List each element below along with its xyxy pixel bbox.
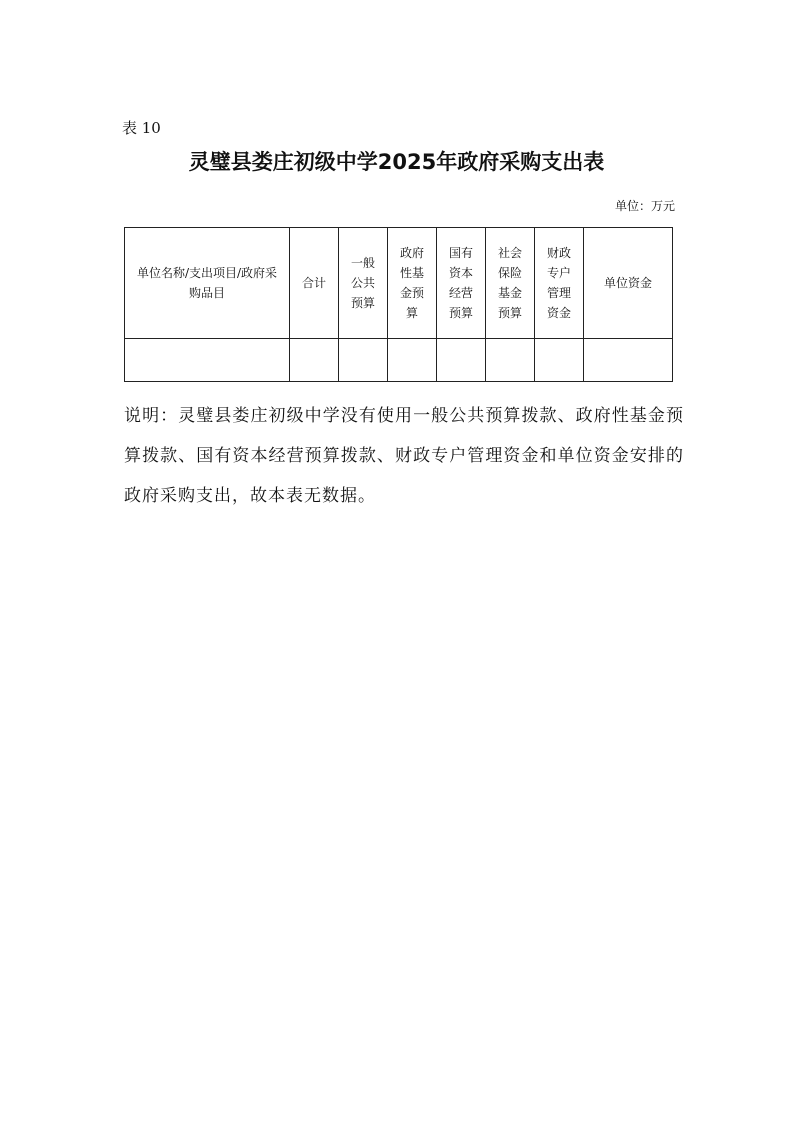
- document-title: 灵璧县娄庄初级中学2025年政府采购支出表: [188, 150, 605, 174]
- table-cell: [388, 339, 437, 382]
- table-cell: [437, 339, 486, 382]
- col-header-unit-name: 单位名称/支出项目/政府采购品目: [125, 228, 290, 339]
- table-cell: [535, 339, 584, 382]
- table-cell: [486, 339, 535, 382]
- table-cell: [125, 339, 290, 382]
- table-number: 表 10: [122, 119, 161, 137]
- unit-label: 单位：万元: [614, 199, 675, 213]
- table-cell: [290, 339, 339, 382]
- col-header-general-budget: 一般公共预算: [339, 228, 388, 339]
- explanatory-note: 说明：灵璧县娄庄初级中学没有使用一般公共预算拨款、政府性基金预算拨款、国有资本经营预算拨款、财政专户管理资金和单位资金安排的政府采购支出，故本表无数据。: [124, 406, 684, 506]
- table-cell: [339, 339, 388, 382]
- table-row: [125, 339, 673, 382]
- col-header-social-insurance-budget: 社会保险基金预算: [486, 228, 535, 339]
- col-header-state-capital-budget: 国有资本经营预算: [437, 228, 486, 339]
- procurement-expenditure-table: [124, 227, 673, 382]
- col-header-unit-funds: 单位资金: [584, 228, 673, 339]
- col-header-government-fund-budget: 政府性基金预算: [388, 228, 437, 339]
- table-header-row: [125, 228, 673, 339]
- col-header-total: 合计: [290, 228, 339, 339]
- table-cell: [584, 339, 673, 382]
- col-header-special-account-funds: 财政专户管理资金: [535, 228, 584, 339]
